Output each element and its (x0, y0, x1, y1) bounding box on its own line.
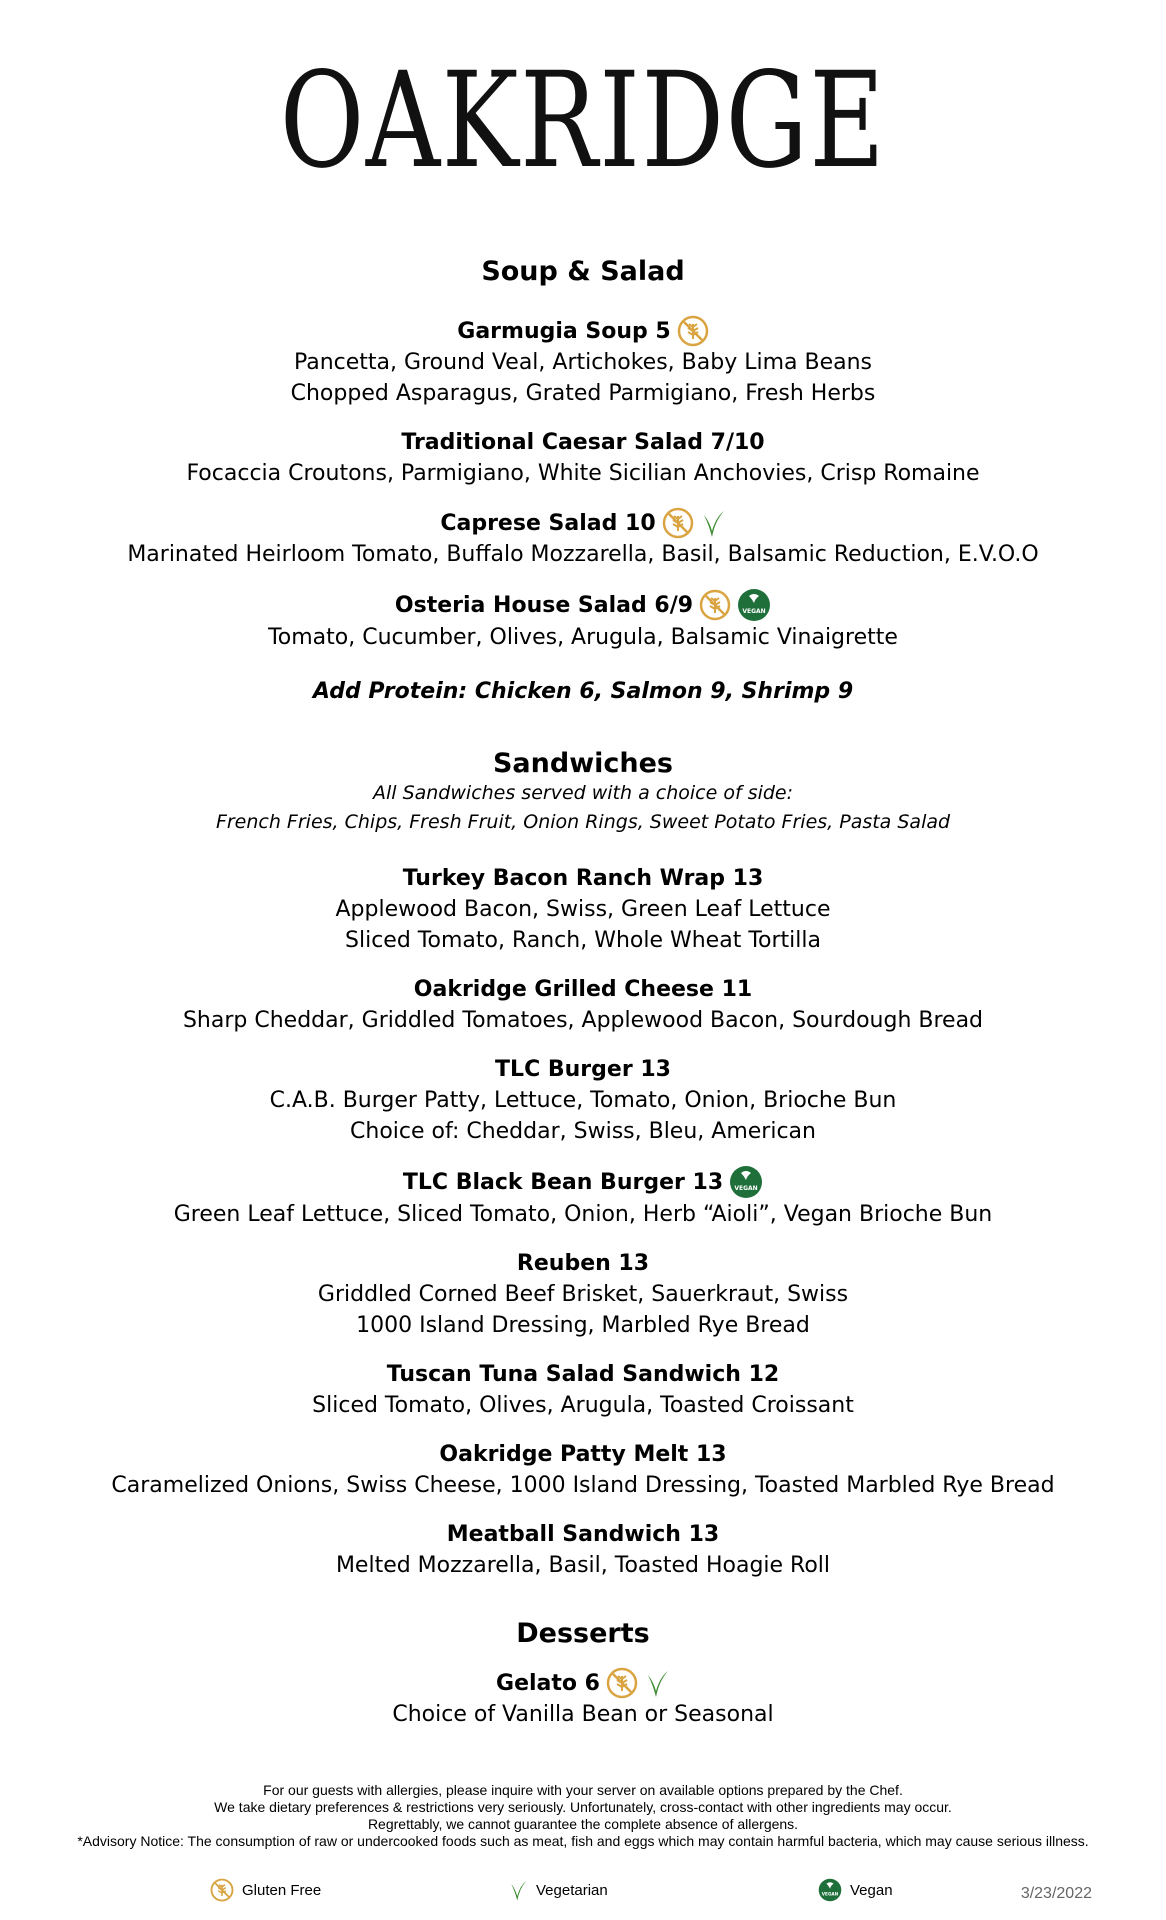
item-desc: Applewood Bacon, Swiss, Green Leaf Lettuce (335, 897, 831, 922)
vegetarian-icon (644, 1667, 670, 1699)
item-desc: Melted Mozzarella, Basil, Toasted Hoagie Roll (335, 1553, 831, 1578)
item-desc: Sliced Tomato, Olives, Arugula, Toasted Croissant (312, 1393, 854, 1418)
vegan-icon (818, 1878, 842, 1902)
item-desc: Tomato, Cucumber, Olives, Arugula, Balsamic Vinaigrette (268, 625, 898, 650)
footer-line: *Advisory Notice: The consumption of raw or undercooked foods such as meat, fish and eggs which may contain harmful bacteria, which may cause serious illness. (77, 1833, 1089, 1849)
legend-label: Vegan (850, 1881, 893, 1899)
legend-vegan (818, 1878, 893, 1902)
item-name: Caprese Salad 10 (440, 510, 656, 536)
gluten-free-icon (699, 589, 731, 621)
vegan-badge-text: VEGAN (821, 1891, 839, 1897)
menu-item (0, 974, 1166, 1036)
add-protein: Add Protein: Chicken 6, Salmon 9, Shrimp 9 (312, 679, 854, 704)
menu-item (0, 1359, 1166, 1421)
vegan-icon (737, 588, 771, 622)
item-desc: Sliced Tomato, Ranch, Whole Wheat Tortilla (345, 928, 821, 953)
legend-vegetarian (508, 1878, 608, 1902)
dietary-legend (0, 1872, 1166, 1902)
menu-item (0, 1165, 1166, 1230)
section-title: Desserts (516, 1618, 650, 1649)
item-desc: Marinated Heirloom Tomato, Buffalo Mozzarella, Basil, Balsamic Reduction, E.V.O.O (127, 542, 1039, 567)
item-name: Turkey Bacon Ranch Wrap 13 (402, 866, 764, 891)
legend-label: Gluten Free (242, 1881, 322, 1899)
gluten-free-icon (606, 1667, 638, 1699)
item-desc: Chopped Asparagus, Grated Parmigiano, Fresh Herbs (290, 381, 876, 406)
menu-item (0, 507, 1166, 570)
legend-label: Vegetarian (536, 1881, 608, 1899)
menu-item (0, 1667, 1166, 1730)
item-name: Reuben 13 (516, 1251, 650, 1276)
item-name: Traditional Caesar Salad 7/10 (401, 430, 765, 455)
footer-line: Regrettably, we cannot guarantee the complete absence of allergens. (367, 1816, 799, 1832)
menu-item (0, 1439, 1166, 1501)
desserts-section (0, 1618, 1166, 1730)
footer-line: For our guests with allergies, please inquire with your server on available options prepared by the Chef. (263, 1782, 903, 1798)
item-name: Oakridge Grilled Cheese 11 (413, 977, 753, 1002)
item-desc: Griddled Corned Beef Brisket, Sauerkraut, Swiss (317, 1282, 849, 1307)
menu-item (0, 588, 1166, 653)
item-name: TLC Black Bean Burger 13 (402, 1169, 724, 1195)
item-name: Meatball Sandwich 13 (446, 1522, 720, 1547)
menu-date: 3/23/2022 (1020, 1885, 1092, 1902)
footer-line: We take dietary preferences & restrictions very seriously. Unfortunately, cross-contact with other ingredients may occur. (214, 1799, 952, 1815)
gluten-free-icon (210, 1878, 234, 1902)
item-desc: Choice of Vanilla Bean or Seasonal (392, 1702, 774, 1727)
vegetarian-icon (508, 1878, 528, 1902)
item-desc: Sharp Cheddar, Griddled Tomatoes, Applewood Bacon, Sourdough Bread (182, 1008, 984, 1033)
item-name: Gelato 6 (496, 1670, 600, 1696)
menu-item (0, 315, 1166, 409)
menu-item (0, 1248, 1166, 1341)
item-desc: Focaccia Croutons, Parmigiano, White Sicilian Anchovies, Crisp Romaine (186, 461, 980, 486)
gluten-free-icon (662, 507, 694, 539)
item-desc: 1000 Island Dressing, Marbled Rye Bread (356, 1313, 810, 1338)
vegan-icon (729, 1165, 763, 1199)
item-desc: Pancetta, Ground Veal, Artichokes, Baby Lima Beans (293, 350, 873, 375)
item-desc: C.A.B. Burger Patty, Lettuce, Tomato, Onion, Brioche Bun (269, 1088, 897, 1113)
item-name: Tuscan Tuna Salad Sandwich 12 (386, 1362, 780, 1387)
item-name: Garmugia Soup 5 (457, 318, 671, 344)
menu-item (0, 427, 1166, 489)
section-title: Sandwiches (492, 748, 674, 779)
brand-logo: OAKRIDGE (279, 44, 887, 198)
item-name: Oakridge Patty Melt 13 (439, 1442, 727, 1467)
allergy-notice (0, 1782, 1166, 1850)
item-name: Osteria House Salad 6/9 (394, 592, 694, 618)
item-desc: Choice of: Cheddar, Swiss, Bleu, American (350, 1119, 816, 1144)
sandwich-note: All Sandwiches served with a choice of side: (372, 782, 794, 804)
soup-salad-section (0, 256, 1166, 704)
vegan-badge-text: VEGAN (734, 1185, 758, 1192)
vegan-badge-text: VEGAN (742, 608, 766, 615)
sandwich-sides: French Fries, Chips, Fresh Fruit, Onion Rings, Sweet Potato Fries, Pasta Salad (215, 811, 951, 833)
menu-item (0, 1519, 1166, 1581)
item-desc: Green Leaf Lettuce, Sliced Tomato, Onion, Herb “Aioli”, Vegan Brioche Bun (173, 1202, 993, 1227)
menu-item (0, 1054, 1166, 1147)
gluten-free-icon (677, 315, 709, 347)
item-name: TLC Burger 13 (495, 1057, 671, 1082)
item-desc: Caramelized Onions, Swiss Cheese, 1000 Island Dressing, Toasted Marbled Rye Bread (111, 1473, 1055, 1498)
legend-gluten-free (210, 1878, 321, 1902)
section-title: Soup & Salad (481, 256, 685, 287)
sandwiches-section (0, 748, 1166, 1581)
vegetarian-icon (700, 507, 726, 539)
menu-item (0, 863, 1166, 956)
